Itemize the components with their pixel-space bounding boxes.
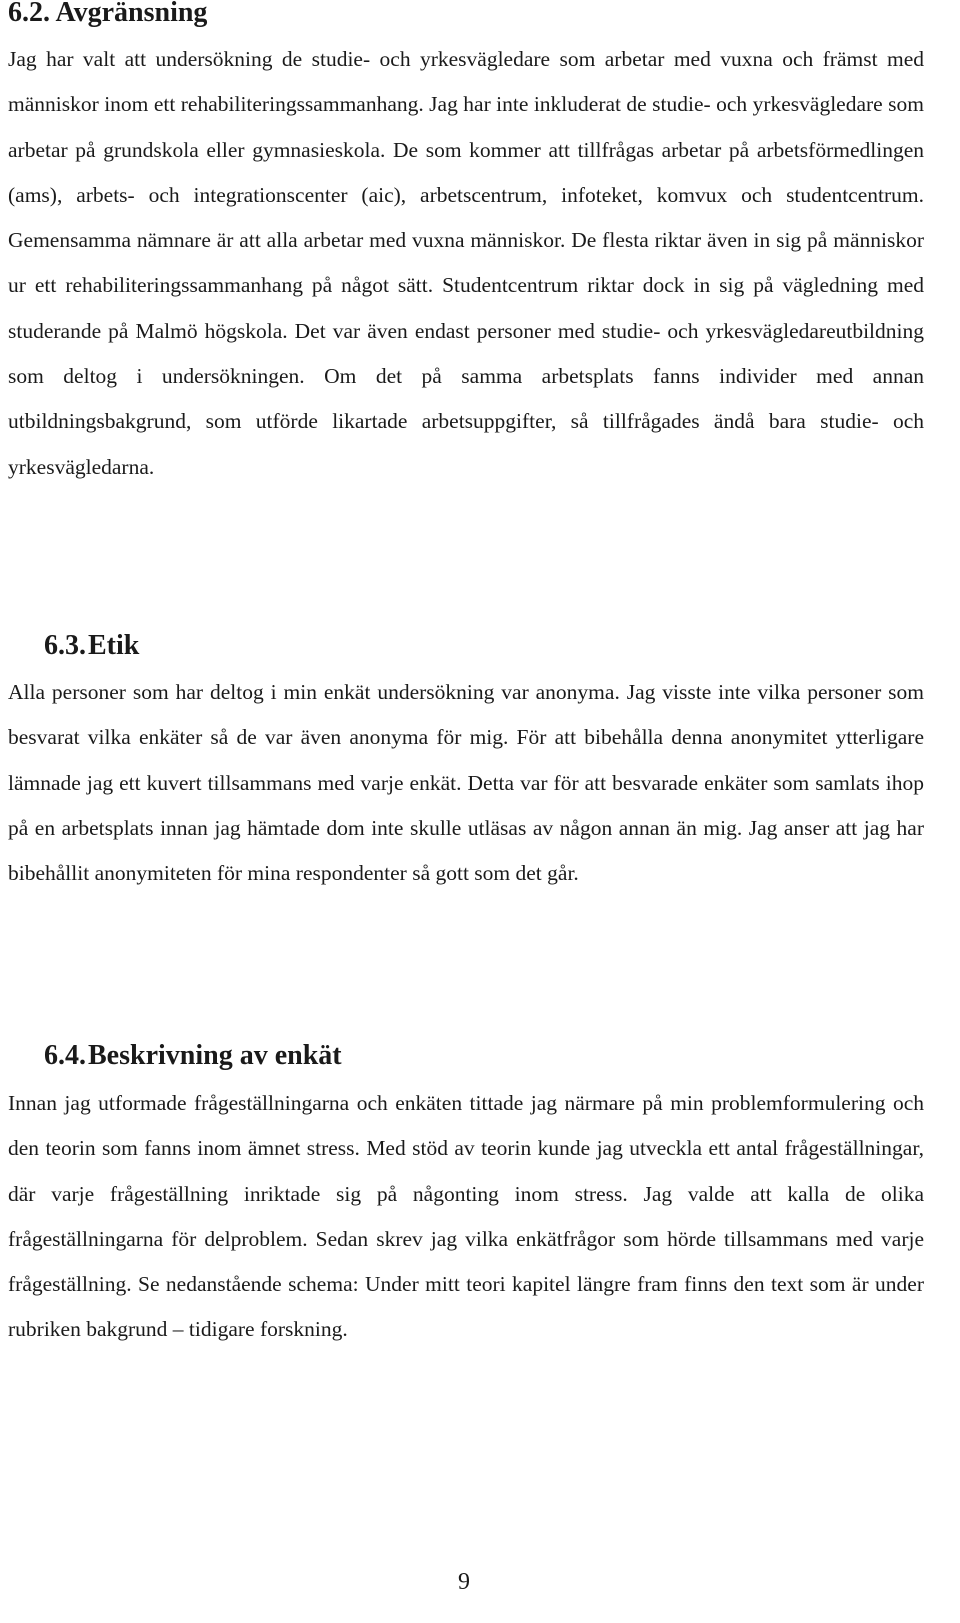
section-title: Etik	[88, 630, 140, 661]
section-heading-beskrivning-av-enkat	[44, 1039, 342, 1073]
section-number: 6.4.	[44, 1040, 86, 1071]
section-body-avgransning: Jag har valt att undersökning de studie- och yrkesvägledare som arbetar med vuxna och främst med människor inom ett rehabiliteringssammanhang. Jag har inte inkluderat de studie- och yrkesvägledare som arbetar på grundskola eller gymnasieskola. De som kommer att tillfrågas arbetar på arbetsförmedlingen (ams), arbets- och integrationscenter (aic), arbetscentrum, infoteket, komvux och studentcentrum. Gemensamma nämnare är att alla arbetar med vuxna människor. De flesta riktar även in sig på människor ur ett rehabiliteringssammanhang på något sätt. Studentcentrum riktar dock in sig på vägledning med studerande på Malmö högskola. Det var även endast personer med studie- och yrkesvägledareutbildning som deltog i undersökningen. Om det på samma arbetsplats fanns individer med annan utbildningsbakgrund, som utförde likartade arbetsuppgifter, så tillfrågades ändå bara studie- och yrkesvägledarna.	[8, 47, 924, 479]
section-number: 6.2.	[8, 0, 50, 28]
section-title: Beskrivning av enkät	[88, 1040, 342, 1071]
section-body-beskrivning-av-enkat: Innan jag utformade frågeställningarna och enkäten tittade jag närmare på min problemformulering och den teorin som fanns inom ämnet stress. Med stöd av teorin kunde jag utveckla ett antal frågeställningar, där varje frågeställning inriktade sig på någonting inom stress. Jag valde att kalla de olika frågeställningarna för delproblem. Sedan skrev jag vilka enkätfrågor som hörde tillsammans med varje frågeställning. Se nedanstående schema: Under mitt teori kapitel längre fram finns den text som är under rubriken bakgrund – tidigare forskning.	[8, 1091, 924, 1342]
section-title: Avgränsning	[55, 0, 208, 28]
section-heading-avgransning	[8, 0, 207, 30]
page-number: 9	[458, 1569, 470, 1595]
section-heading-etik	[44, 629, 139, 663]
section-body-etik: Alla personer som har deltog i min enkät undersökning var anonyma. Jag visste inte vilka personer som besvarat vilka enkäter så de var även anonyma för mig. För att bibehålla denna anonymitet ytterligare lämnade jag ett kuvert tillsammans med varje enkät. Detta var för att besvarade enkäter som samlats ihop på en arbetsplats innan jag hämtade dom inte skulle utläsas av någon annan än mig. Jag anser att jag har bibehållit anonymiteten för mina respondenter så gott som det går.	[8, 680, 924, 886]
section-number: 6.3.	[44, 630, 86, 661]
